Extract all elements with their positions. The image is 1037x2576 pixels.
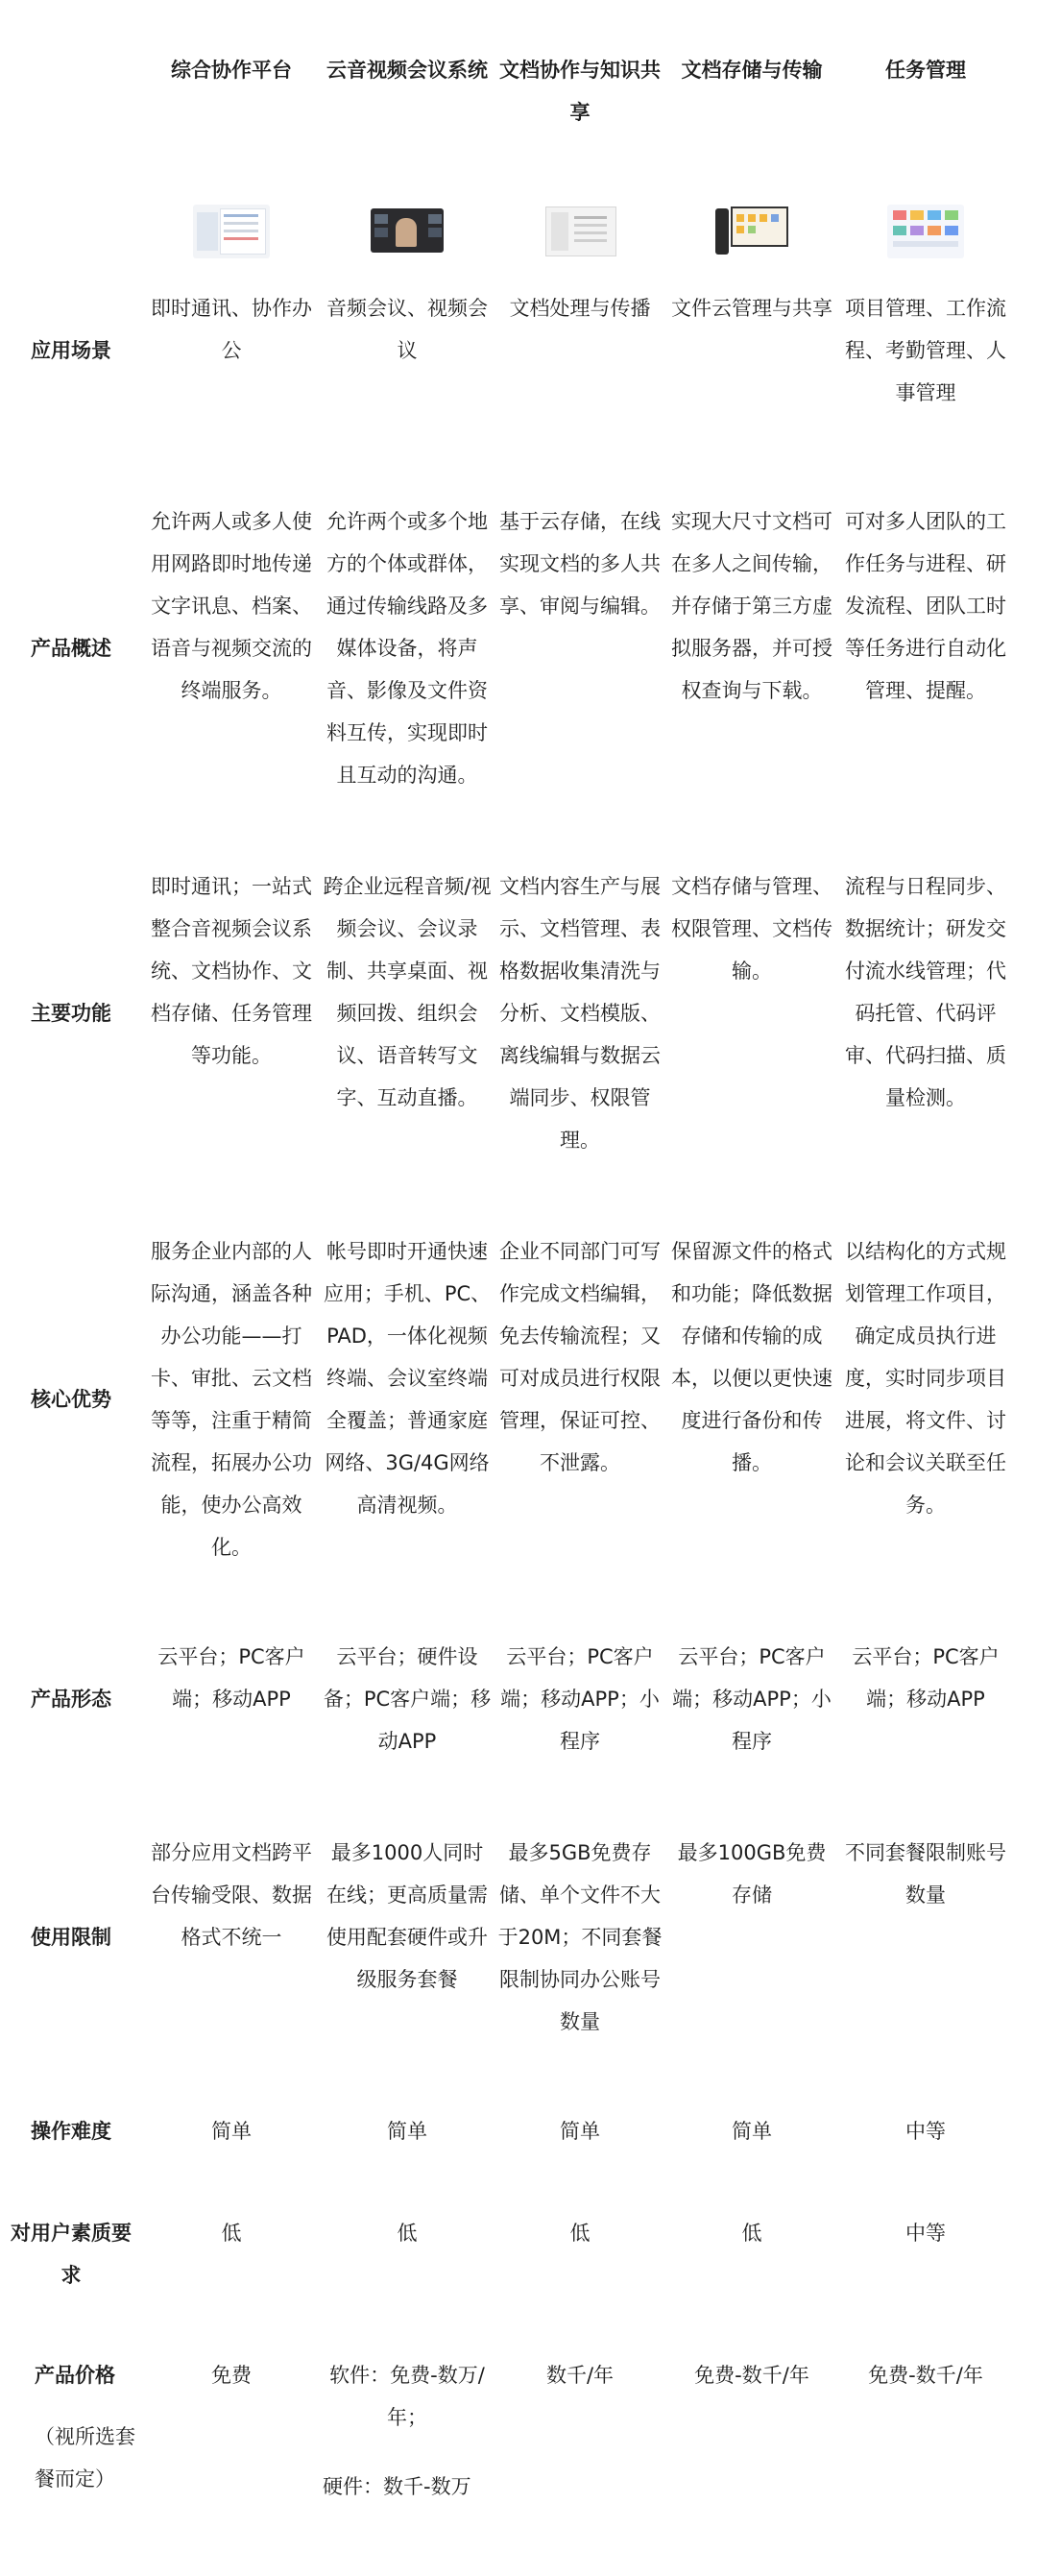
table-cell: 简单 xyxy=(732,2120,772,2143)
table-cell: 基于云存储，在线实现文档的多人共享、审阅与编辑。 xyxy=(499,510,661,618)
table-cell: 文档存储与管理、权限管理、文档传输。 xyxy=(671,875,832,983)
table-cell: 保留源文件的格式和功能；降低数据存储和传输的成本，以便以更快速度进行备份和传播。 xyxy=(671,1240,832,1474)
table-cell: 音频会议、视频会议 xyxy=(326,297,488,362)
table-cell: 项目管理、工作流程、考勤管理、人事管理 xyxy=(845,297,1006,404)
table-cell: 云平台；PC客户端；移动APP；小程序 xyxy=(672,1645,832,1753)
task-board-icon xyxy=(887,205,964,258)
table-cell: 简单 xyxy=(387,2120,427,2143)
table-cell: 允许两人或多人使用网路即时地传递文字讯息、档案、语音与视频交流的终端服务。 xyxy=(151,510,312,702)
table-cell: 简单 xyxy=(560,2120,600,2143)
table-cell: 最多1000人同时在线；更高质量需使用配套硬件或升级服务套餐 xyxy=(326,1841,488,1991)
header-col-2: 云音视频会议系统 xyxy=(326,59,488,82)
row-label: 对用户素质要求 xyxy=(11,2222,132,2287)
header-col-4: 文档存储与传输 xyxy=(681,59,823,82)
table-cell: 文档处理与传播 xyxy=(509,297,651,320)
table-cell: 低 xyxy=(221,2222,242,2245)
table-cell: 数千/年 xyxy=(545,2364,615,2387)
table-cell: 文档内容生产与展示、文档管理、表格数据收集清洗与分析、文档模版、离线编辑与数据云端同步、权限管理。 xyxy=(499,875,661,1152)
header-corner xyxy=(0,0,142,178)
chat-window-icon xyxy=(193,205,270,258)
table-cell: 云平台；PC客户端；移动APP xyxy=(157,1645,305,1711)
header-col-3: 文档协作与知识共享 xyxy=(499,59,661,124)
table-cell: 部分应用文档跨平台传输受限、数据格式不统一 xyxy=(151,1841,312,1949)
table-cell: 云平台；PC客户端；移动APP xyxy=(852,1645,1000,1711)
row-label: 应用场景 xyxy=(31,339,111,362)
table-cell: 云平台；硬件设备；PC客户端；移动APP xyxy=(323,1645,492,1753)
table-cell: 流程与日程同步、数据统计；研发交付流水线管理；代码托管、代码评审、代码扫描、质量检测。 xyxy=(845,875,1006,1109)
table-cell: 可对多人团队的工作任务与进程、研发流程、团队工时等任务进行自动化管理、提醒。 xyxy=(845,510,1006,702)
table-cell: 中等 xyxy=(905,2222,946,2245)
table-cell: 企业不同部门可写作完成文档编辑，免去传输流程；又可对成员进行权限管理，保证可控、不泄露。 xyxy=(499,1240,661,1474)
table-cell: 文件云管理与共享 xyxy=(671,297,832,320)
table-cell: 云平台；PC客户端；移动APP；小程序 xyxy=(500,1645,660,1753)
row-label: 操作难度 xyxy=(31,2120,111,2143)
table-cell: 免费 xyxy=(211,2364,252,2387)
table-cell: 帐号即时开通快速应用；手机、PC、PAD，一体化视频终端、会议室终端全覆盖；普通家庭网络、3G/4G网络高清视频。 xyxy=(323,1240,492,1517)
header-col-5: 任务管理 xyxy=(885,59,966,82)
price-hardware: 硬件：数千-数万 xyxy=(323,2475,471,2498)
row-label: 产品概述 xyxy=(31,637,111,660)
row-label: 产品形态 xyxy=(31,1688,111,1711)
video-conference-icon xyxy=(369,205,446,258)
table-cell: 最多100GB免费存储 xyxy=(677,1841,827,1907)
table-cell: 软件：免费-数万/年； xyxy=(329,2364,485,2429)
table-cell: 中等 xyxy=(905,2120,946,2143)
table-cell: 低 xyxy=(569,2222,591,2245)
price-note: （视所选套餐而定） xyxy=(35,2425,135,2491)
table-cell: 低 xyxy=(397,2222,418,2245)
row-label: 主要功能 xyxy=(31,1002,111,1025)
table-cell: 以结构化的方式规划管理工作项目，确定成员执行进度，实时同步项目进展，将文件、讨论和会议关联至任务。 xyxy=(845,1240,1006,1517)
table-cell: 即时通讯、协作办公 xyxy=(151,297,312,362)
table-cell: 免费-数千/年 xyxy=(868,2364,983,2387)
document-editor-icon xyxy=(542,205,618,258)
table-cell: 允许两个或多个地方的个体或群体，通过传输线路及多媒体设备，将声音、影像及文件资料互传，实现即时且互动的沟通。 xyxy=(326,510,488,787)
row-label: 产品价格 xyxy=(35,2364,115,2387)
table-cell: 免费-数千/年 xyxy=(694,2364,809,2387)
table-cell: 实现大尺寸文档可在多人之间传输，并存储于第三方虚拟服务器，并可授权查询与下载。 xyxy=(671,510,832,702)
header-col-1: 综合协作平台 xyxy=(171,59,292,82)
table-cell: 简单 xyxy=(211,2120,252,2143)
table-cell: 最多5GB免费存储、单个文件不大于20M；不同套餐限制协同办公账号数量 xyxy=(497,1841,663,2033)
table-cell: 跨企业远程音频/视频会议、会议录制、共享桌面、视频回拨、组织会议、语音转写文字、互动直播。 xyxy=(323,875,492,1109)
row-label: 使用限制 xyxy=(31,1926,111,1949)
table-cell: 不同套餐限制账号数量 xyxy=(845,1841,1006,1907)
row-label: 核心优势 xyxy=(31,1388,111,1411)
table-cell: 低 xyxy=(741,2222,762,2245)
table-cell: 即时通讯；一站式整合音视频会议系统、文档协作、文档存储、任务管理等功能。 xyxy=(151,875,312,1067)
storage-devices-icon xyxy=(713,205,790,258)
table-cell: 服务企业内部的人际沟通，涵盖各种办公功能——打卡、审批、云文档等等，注重于精简流程，拓展办公功能，使办公高效化。 xyxy=(151,1240,312,1559)
